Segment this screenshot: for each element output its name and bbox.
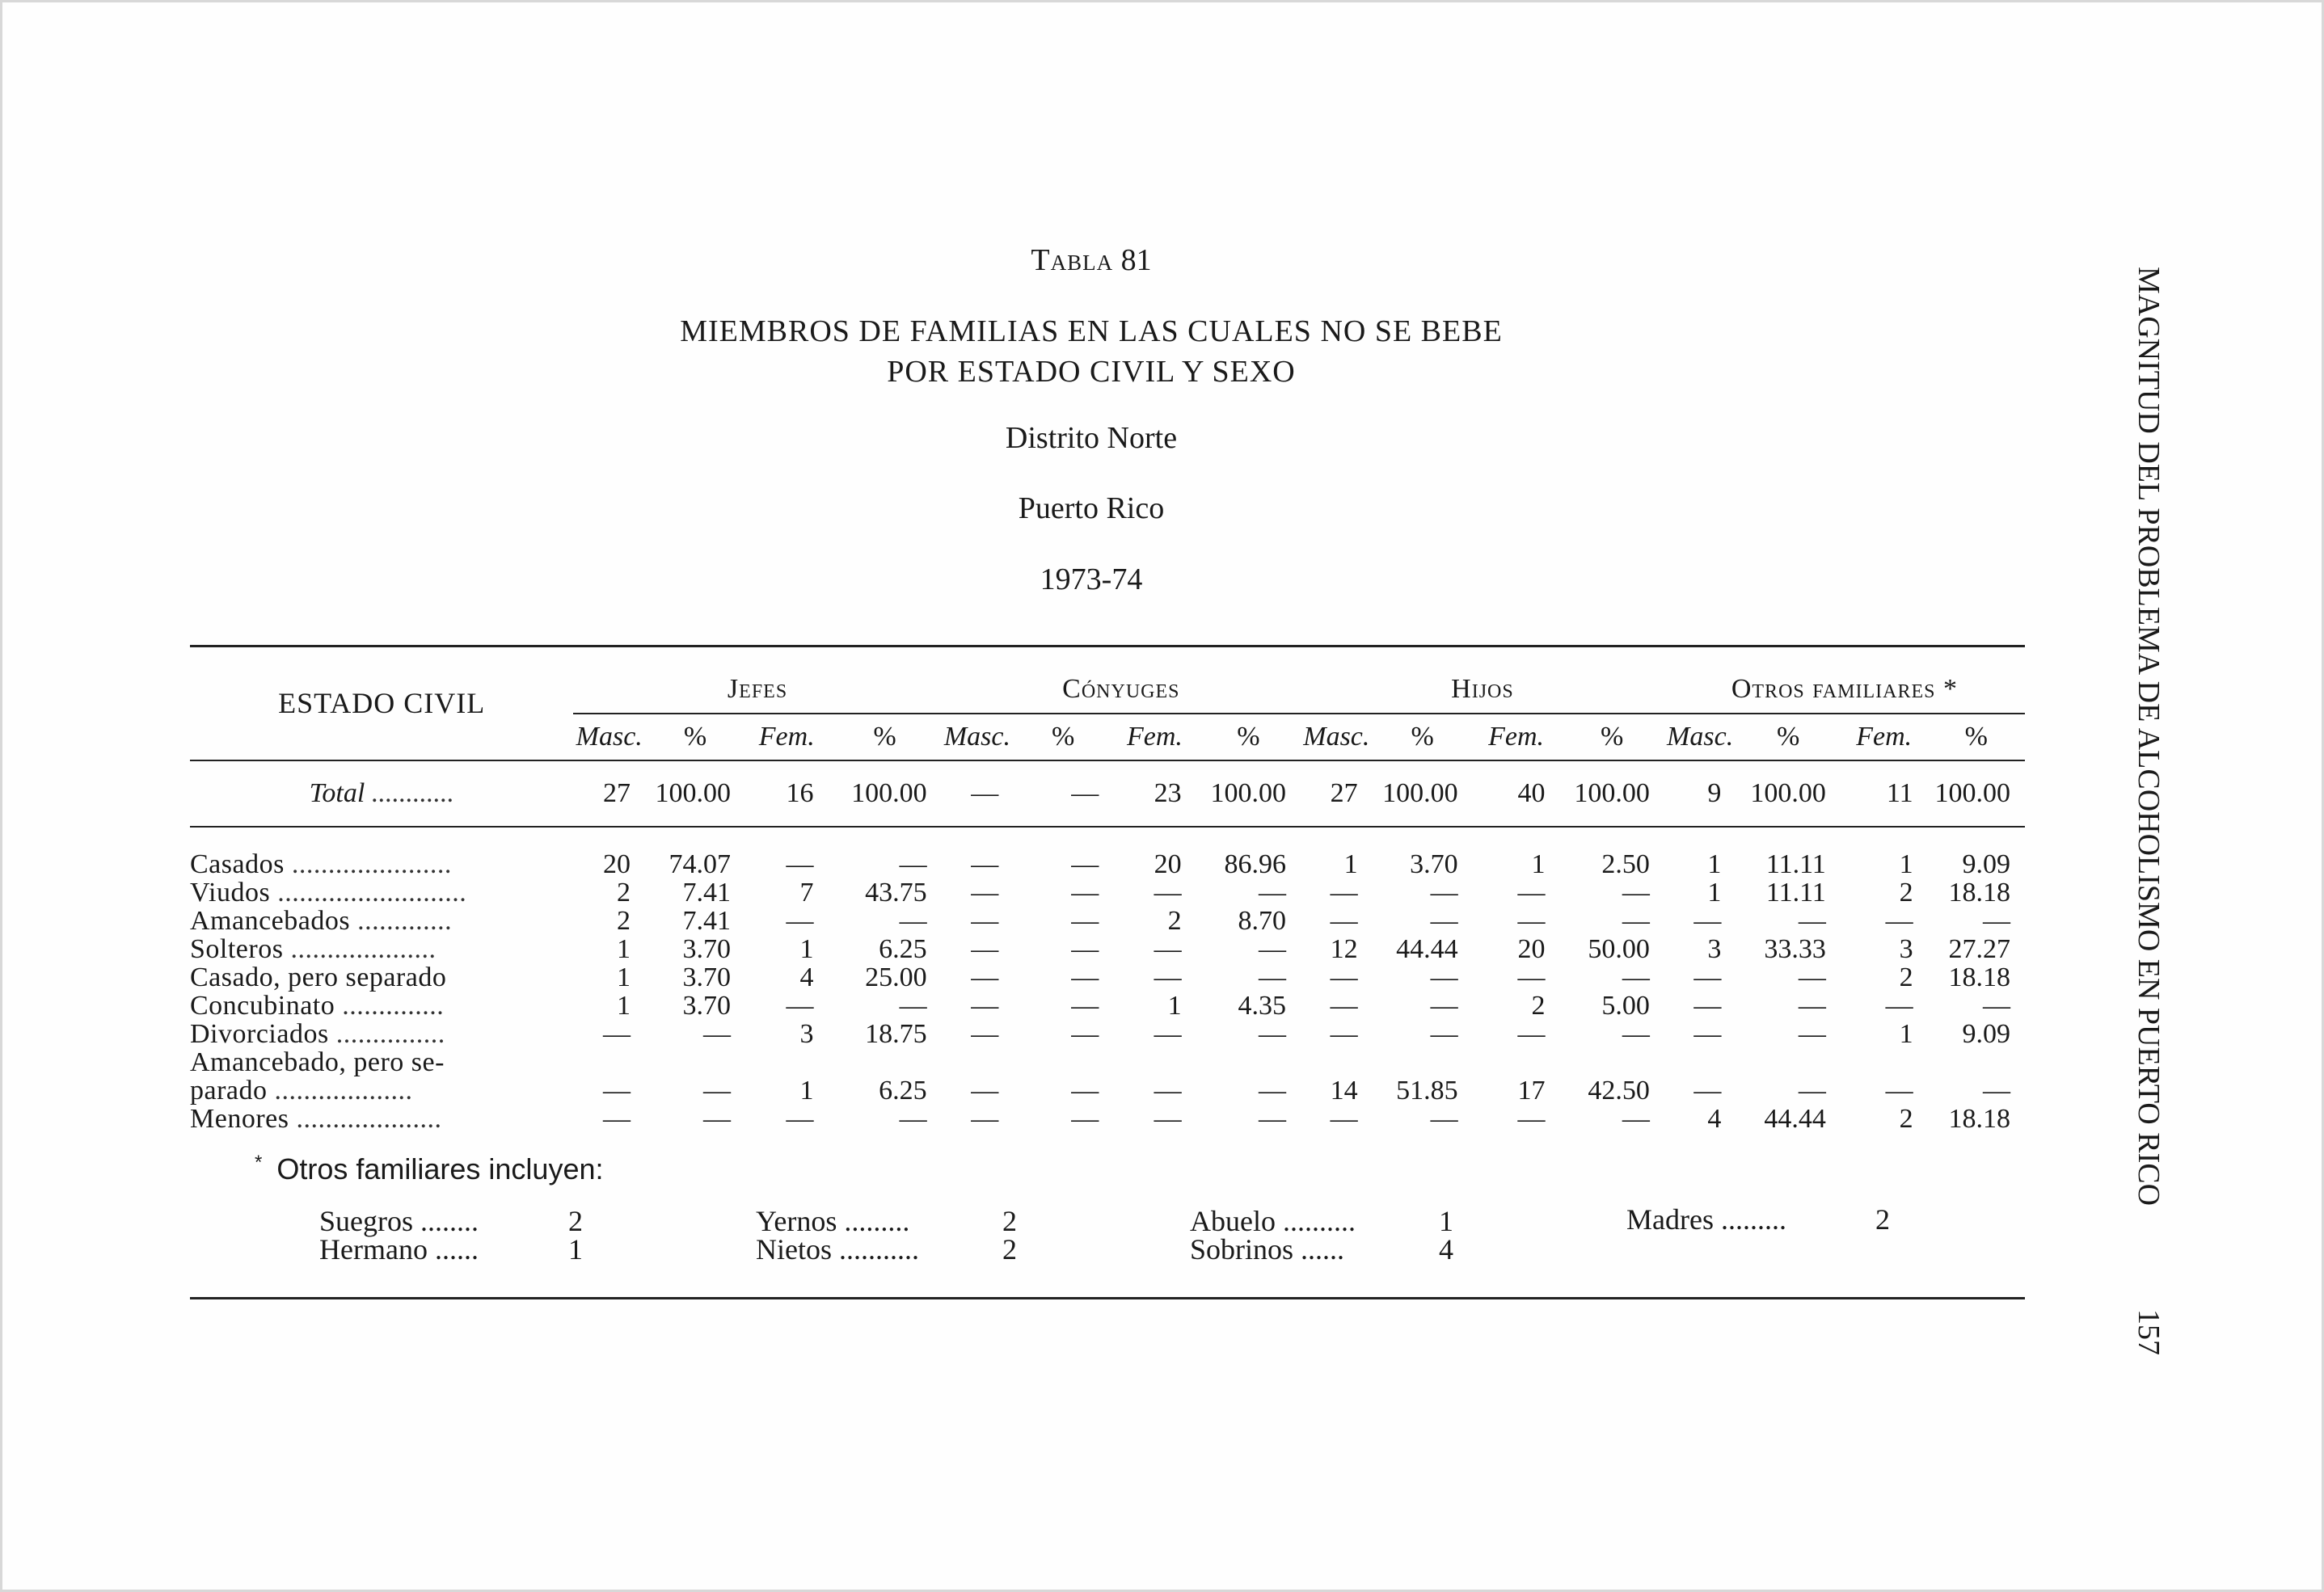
table-cell	[645, 1048, 745, 1076]
table-cell: 1	[1343, 849, 1358, 879]
table-cell: —	[1983, 1076, 2010, 1106]
table-cell: —	[899, 991, 927, 1021]
table-cell: 1	[799, 934, 814, 964]
table-cell: —	[1430, 1104, 1458, 1134]
table-cell: —	[1885, 1076, 1913, 1106]
table-cell: —	[971, 1104, 999, 1134]
table-row	[190, 907, 2025, 935]
table-cell: —	[1430, 991, 1458, 1021]
row-label-cell	[190, 850, 573, 878]
table-cell: 20	[603, 849, 631, 879]
table-cell: —	[1071, 1104, 1099, 1134]
data-rows	[190, 850, 2025, 1133]
table-cell: —	[1330, 962, 1358, 992]
row-label: Menores	[190, 1104, 289, 1134]
table-cell: 11.11	[1765, 878, 1826, 908]
row-leader-dots: ..............	[342, 991, 445, 1021]
total-row	[190, 760, 2025, 827]
table-cell: 3.70	[1410, 849, 1458, 879]
table-cell: —	[786, 849, 814, 879]
total-cell: 100.00	[1928, 760, 2025, 827]
table-cell: —	[1071, 849, 1099, 879]
subheader-pct: %	[1776, 722, 1800, 752]
footnote-item-value: 2	[1002, 1233, 1017, 1266]
table-cell: 1	[799, 1076, 814, 1106]
spacer-cell	[190, 827, 2025, 850]
table-cell: 14	[1330, 1076, 1358, 1106]
subheader-pct: %	[1964, 722, 1988, 752]
table-cell: —	[1693, 962, 1722, 992]
table-cell: —	[1798, 991, 1826, 1021]
years-label: 1973-74	[1040, 562, 1143, 596]
table-cell: —	[1154, 878, 1182, 908]
table-cell: —	[603, 1104, 631, 1134]
table-cell: 7	[799, 878, 814, 908]
table-cell	[1664, 1048, 1736, 1076]
table-cell: —	[1071, 878, 1099, 908]
table-cell: 1	[1167, 991, 1182, 1021]
footnote-item-label: Abuelo ..........	[1190, 1205, 1356, 1237]
data-table	[190, 646, 2025, 1133]
table-cell: —	[1259, 878, 1287, 908]
table-bottom-rule	[190, 1297, 2025, 1299]
table-cell: 7.41	[682, 878, 732, 908]
total-cell: 100.00	[1736, 760, 1840, 827]
table-cell	[1841, 1048, 1928, 1076]
table-cell: —	[1798, 1076, 1826, 1106]
table-cell	[1196, 1048, 1301, 1076]
table-row	[190, 1076, 2025, 1105]
table-cell: 6.25	[879, 934, 927, 964]
table-label-number: 81	[1120, 243, 1152, 277]
total-cell: 27	[573, 760, 645, 827]
table-cell: 1	[1707, 878, 1722, 908]
table-cell	[828, 1048, 941, 1076]
row-label-cell	[190, 935, 573, 963]
table-cell: —	[1071, 1019, 1099, 1049]
footnote-item-value: 2	[1875, 1203, 1890, 1236]
table-cell: 9.09	[1962, 1019, 2010, 1049]
table-cell: —	[1622, 962, 1650, 992]
table-cell: —	[899, 1104, 927, 1134]
table-cell: 3.70	[682, 991, 732, 1021]
table-cell: 42.50	[1588, 1076, 1650, 1106]
table-cell: 4	[1707, 1104, 1722, 1134]
total-cell: 100.00	[1196, 760, 1301, 827]
table-cell: —	[1071, 962, 1099, 992]
total-label-cell	[190, 760, 573, 827]
header-group-hijos: Hijos	[1301, 646, 1664, 714]
total-label: Total	[309, 778, 365, 808]
row-leader-dots: ....................	[296, 1104, 442, 1134]
subheader-fem: Fem.	[1126, 722, 1183, 752]
table-cell: 43.75	[865, 878, 927, 908]
table-cell: —	[1430, 906, 1458, 936]
table-cell: —	[1983, 991, 2010, 1021]
table-row	[190, 1048, 2025, 1076]
footnote-item-label: Suegros ........	[319, 1205, 479, 1237]
table-label-prefix: Tabla	[1031, 243, 1114, 277]
footnote-item-value: 4	[1439, 1233, 1453, 1266]
table-row	[190, 992, 2025, 1020]
total-cell: —	[1013, 760, 1113, 827]
table-cell: —	[1693, 906, 1722, 936]
table-cell: 5.00	[1601, 991, 1650, 1021]
table-cell: —	[1259, 1076, 1287, 1106]
table-cell: —	[1330, 878, 1358, 908]
table-cell: —	[703, 1104, 732, 1134]
table-cell: 3	[1899, 934, 1913, 964]
row-leader-dots: ...............	[335, 1019, 445, 1049]
table-cell: —	[1693, 991, 1722, 1021]
footnote-item-label: Nietos ...........	[756, 1233, 919, 1266]
table-cell: 9.09	[1962, 849, 2010, 879]
row-label-cell	[190, 1105, 573, 1133]
table-cell: —	[971, 878, 999, 908]
table-cell	[745, 1048, 828, 1076]
row-leader-dots: ..........................	[277, 878, 467, 908]
row-label: Solteros	[190, 934, 284, 964]
total-leader-dots: ............	[371, 778, 454, 808]
footnote-item-value: 1	[1439, 1205, 1453, 1237]
table-cell: —	[703, 1076, 732, 1106]
table-cell: —	[971, 962, 999, 992]
table-cell: —	[1430, 962, 1458, 992]
table-cell: —	[786, 906, 814, 936]
table-cell	[1013, 1048, 1113, 1076]
table-cell: —	[1071, 1076, 1099, 1106]
total-cell: 40	[1473, 760, 1560, 827]
footnote-item-value: 2	[568, 1205, 583, 1237]
subheader-fem: Fem.	[1488, 722, 1544, 752]
row-label: Amancebados	[190, 906, 351, 936]
table-cell: 18.18	[1948, 878, 2010, 908]
total-cell: 16	[745, 760, 828, 827]
table-cell: —	[1071, 934, 1099, 964]
table-cell: 18.75	[865, 1019, 927, 1049]
total-cell: 9	[1664, 760, 1736, 827]
table-cell: —	[971, 1019, 999, 1049]
table-row	[190, 963, 2025, 992]
table-cell: —	[1517, 878, 1546, 908]
table-cell: 2	[1899, 962, 1913, 992]
table-cell	[1473, 1048, 1560, 1076]
table-row	[190, 1020, 2025, 1048]
table-cell: 11.11	[1765, 849, 1826, 879]
table-cell: —	[1330, 1019, 1358, 1049]
header-estado-civil: ESTADO CIVIL	[278, 687, 486, 719]
table-cell: —	[603, 1019, 631, 1049]
table-cell: —	[1259, 1019, 1287, 1049]
table-cell: 3	[1707, 934, 1722, 964]
subheader-pct: %	[1411, 722, 1434, 752]
table-cell: —	[1885, 906, 1913, 936]
table-cell: 2	[617, 906, 631, 936]
footnote-item-label: Hermano ......	[319, 1233, 479, 1266]
table-cell: 1	[617, 962, 631, 992]
table-number	[0, 242, 2183, 278]
table-cell: 1	[617, 991, 631, 1021]
table-cell: 2	[1167, 906, 1182, 936]
table-cell	[1373, 1048, 1473, 1076]
table-cell: 51.85	[1396, 1076, 1458, 1106]
total-cell: —	[942, 760, 1014, 827]
row-label: parado	[190, 1076, 268, 1106]
table-cell: —	[1330, 906, 1358, 936]
row-label: Amancebado, pero se-	[190, 1047, 445, 1077]
table-cell: 17	[1517, 1076, 1546, 1106]
table-cell: 1	[1531, 849, 1546, 879]
subheader-pct: %	[1237, 722, 1260, 752]
subheader-fem: Fem.	[1856, 722, 1913, 752]
table-cell: —	[1622, 906, 1650, 936]
subheader-pct: %	[873, 722, 896, 752]
footnote-item-label: Sobrinos ......	[1190, 1233, 1345, 1266]
total-cell: 100.00	[828, 760, 941, 827]
table-cell: —	[786, 991, 814, 1021]
table-cell: —	[1154, 1104, 1182, 1134]
table-cell: 3.70	[682, 962, 732, 992]
row-label: Casado, pero separado	[190, 962, 447, 992]
table-cell: 3.70	[682, 934, 732, 964]
table-cell: 18.18	[1948, 1104, 2010, 1134]
table-cell: —	[1622, 1019, 1650, 1049]
table-cell: 4	[799, 962, 814, 992]
table-cell: —	[971, 991, 999, 1021]
table-cell: —	[603, 1076, 631, 1106]
table-cell	[1301, 1048, 1373, 1076]
table-cell: 20	[1154, 849, 1182, 879]
table-cell: —	[1330, 1104, 1358, 1134]
table-cell: 20	[1517, 934, 1546, 964]
table-cell	[942, 1048, 1014, 1076]
table-row	[190, 935, 2025, 963]
table-cell: 12	[1330, 934, 1358, 964]
footnote-star: *	[255, 1152, 263, 1173]
table-cell: —	[1430, 1019, 1458, 1049]
table-cell: —	[1622, 878, 1650, 908]
table-cell: 8.70	[1238, 906, 1287, 936]
table-cell: —	[1517, 1019, 1546, 1049]
table-cell: —	[971, 906, 999, 936]
total-cell: 100.00	[1559, 760, 1664, 827]
row-label-cell	[190, 1020, 573, 1048]
row-label: Divorciados	[190, 1019, 329, 1049]
row-leader-dots: .............	[357, 906, 453, 936]
spacer-row	[190, 827, 2025, 850]
table-cell: —	[1259, 934, 1287, 964]
table-cell: —	[1154, 934, 1182, 964]
table-cell: —	[1693, 1076, 1722, 1106]
table-cell: 4.35	[1238, 991, 1287, 1021]
table-cell: 6.25	[879, 1076, 927, 1106]
table-cell: —	[1983, 906, 2010, 936]
table-cell: —	[1154, 1076, 1182, 1106]
header-group-jefes: Jefes	[573, 646, 941, 714]
row-leader-dots: ....................	[290, 934, 437, 964]
page-number: 157	[2132, 1309, 2166, 1355]
table-title	[0, 311, 2183, 392]
table-cell	[573, 1048, 645, 1076]
table-cell: —	[971, 849, 999, 879]
table-cell: —	[899, 906, 927, 936]
table-cell: 2	[1531, 991, 1546, 1021]
table-cell: —	[1517, 962, 1546, 992]
country-label: Puerto Rico	[1018, 491, 1165, 525]
table-title-line-1: MIEMBROS DE FAMILIAS EN LAS CUALES NO SE BEBE	[680, 314, 1503, 348]
subheader-masc: Masc.	[1303, 722, 1370, 752]
table-cell: —	[1154, 962, 1182, 992]
row-label: Casados	[190, 849, 285, 879]
table-cell: 1	[1707, 849, 1722, 879]
row-leader-dots: ...................	[274, 1076, 413, 1106]
table-cell: 33.33	[1764, 934, 1826, 964]
table-cell: —	[1622, 1104, 1650, 1134]
footnote-item-label: Yernos .........	[756, 1205, 910, 1237]
running-head-text: MAGNITUD DEL PROBLEMA DE ALCOHOLISMO EN PUERTO RICO	[2132, 267, 2166, 1207]
table-cell: —	[1798, 906, 1826, 936]
subheader-masc: Masc.	[943, 722, 1010, 752]
table-cell: 18.18	[1948, 962, 2010, 992]
total-cell: 100.00	[645, 760, 745, 827]
subheader-pct: %	[1600, 722, 1624, 752]
table-cell	[1928, 1048, 2025, 1076]
row-label: Concubinato	[190, 991, 335, 1021]
table-cell: —	[1259, 962, 1287, 992]
subheader-masc: Masc.	[1667, 722, 1734, 752]
table-cell: 25.00	[865, 962, 927, 992]
table-row	[190, 850, 2025, 878]
table-cell: —	[1330, 991, 1358, 1021]
row-label-cell	[190, 963, 573, 992]
total-cell: 100.00	[1373, 760, 1473, 827]
table-cell: 44.44	[1764, 1104, 1826, 1134]
table-cell: 27.27	[1948, 934, 2010, 964]
table-title-line-2: POR ESTADO CIVIL Y SEXO	[887, 355, 1296, 389]
footnote-item-value: 1	[568, 1233, 583, 1266]
table-cell: —	[971, 1076, 999, 1106]
footnote-item-value: 2	[1002, 1205, 1017, 1237]
footnote-item-label: Madres .........	[1626, 1203, 1786, 1236]
table-cell: —	[786, 1104, 814, 1134]
table-cell: —	[1798, 962, 1826, 992]
table-cell: 3	[799, 1019, 814, 1049]
header-group-otros-familiares: Otros familiares *	[1664, 646, 2025, 714]
table-cell: 2	[1899, 1104, 1913, 1134]
table-cell	[1559, 1048, 1664, 1076]
total-cell: 23	[1113, 760, 1196, 827]
table-row	[190, 1105, 2025, 1133]
table-cell: —	[1430, 878, 1458, 908]
table-cell: —	[1798, 1019, 1826, 1049]
table-cell: 2	[1899, 878, 1913, 908]
row-label: Viudos	[190, 878, 271, 908]
subheader-fem: Fem.	[758, 722, 815, 752]
table-cell: —	[703, 1019, 732, 1049]
table-cell: 1	[1899, 849, 1913, 879]
row-leader-dots: ......................	[291, 849, 452, 879]
table-cell: —	[1154, 1019, 1182, 1049]
header-group-conyuges: Cónyuges	[942, 646, 1301, 714]
table-cell: —	[1517, 1104, 1546, 1134]
row-label-cell	[190, 1076, 573, 1105]
table-cell: 2.50	[1601, 849, 1650, 879]
running-head	[2118, 267, 2166, 1355]
table-cell	[1113, 1048, 1196, 1076]
footnote-title	[255, 1152, 603, 1186]
table-row	[190, 878, 2025, 907]
table-cell: 86.96	[1224, 849, 1287, 879]
row-label-cell	[190, 907, 573, 935]
subheader-pct: %	[683, 722, 707, 752]
table-cell: —	[1885, 991, 1913, 1021]
table-cell: —	[1259, 1104, 1287, 1134]
table-cell: —	[1517, 906, 1546, 936]
table-cell: —	[1071, 906, 1099, 936]
row-label-cell	[190, 992, 573, 1020]
row-label-cell	[190, 878, 573, 907]
subheader-masc: Masc.	[576, 722, 643, 752]
table-cell: —	[971, 934, 999, 964]
table-cell	[1736, 1048, 1840, 1076]
table-cell: —	[1693, 1019, 1722, 1049]
row-label-cell	[190, 1048, 573, 1076]
table-cell: 74.07	[669, 849, 732, 879]
table-cell: 50.00	[1588, 934, 1650, 964]
table-cell: —	[1071, 991, 1099, 1021]
table-cell: 1	[1899, 1019, 1913, 1049]
table-cell: 1	[617, 934, 631, 964]
table-cell: —	[899, 849, 927, 879]
footnote-text: Otros familiares incluyen:	[276, 1152, 604, 1186]
total-cell: 27	[1301, 760, 1373, 827]
subheader-pct: %	[1052, 722, 1075, 752]
table-cell: 44.44	[1396, 934, 1458, 964]
table-cell: 7.41	[682, 906, 732, 936]
table-cell: 2	[617, 878, 631, 908]
district-label: Distrito Norte	[1005, 421, 1178, 455]
total-cell: 11	[1841, 760, 1928, 827]
